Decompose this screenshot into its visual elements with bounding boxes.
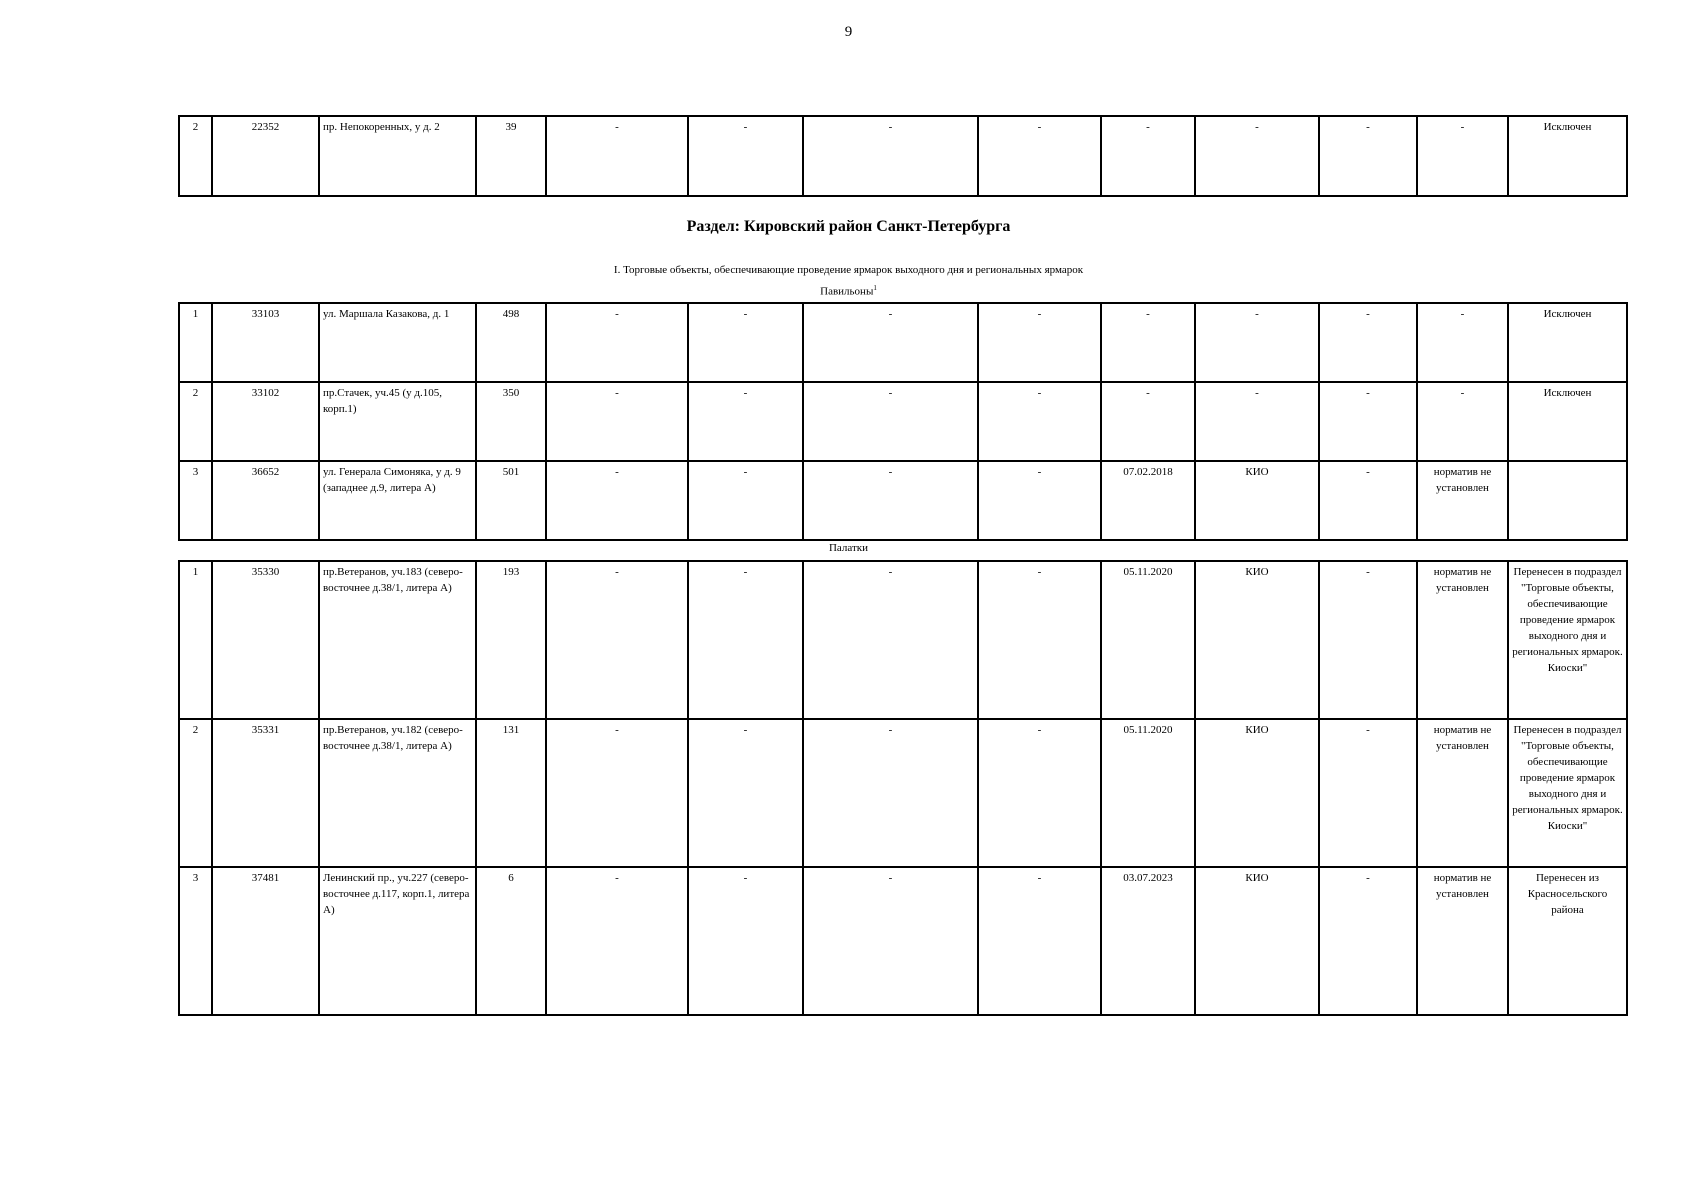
cell-date: -	[1101, 116, 1195, 196]
cell-col-8: -	[978, 382, 1101, 461]
table-row	[179, 382, 1627, 461]
cell-address: ул. Маршала Казакова, д. 1	[319, 303, 476, 382]
cell-address: пр.Ветеранов, уч.182 (северо-восточнее д.38/1, литера А)	[319, 719, 476, 867]
cell-note: Исключен	[1508, 382, 1627, 461]
cell-row-number: 3	[179, 461, 212, 540]
cell-normative: норматив не установлен	[1417, 867, 1508, 1015]
cell-address: пр.Стачек, уч.45 (у д.105, корп.1)	[319, 382, 476, 461]
cell-date: 05.11.2020	[1101, 719, 1195, 867]
cell-col-11: -	[1319, 116, 1417, 196]
cell-note: Исключен	[1508, 303, 1627, 382]
cell-row-number: 1	[179, 561, 212, 719]
cell-organization: КИО	[1195, 867, 1319, 1015]
section-title: Раздел: Кировский район Санкт-Петербурга	[686, 218, 1011, 235]
cell-normative: -	[1417, 303, 1508, 382]
cell-date: -	[1101, 303, 1195, 382]
top-table	[178, 115, 1628, 197]
group-label-tents: Палатки	[828, 542, 869, 554]
cell-col-11: -	[1319, 561, 1417, 719]
cell-date: 03.07.2023	[1101, 867, 1195, 1015]
footnote-marker: 1	[873, 284, 877, 292]
table-row	[179, 867, 1627, 1015]
pavilions-table	[178, 302, 1628, 541]
cell-object-id: 35330	[212, 561, 319, 719]
cell-date: 05.11.2020	[1101, 561, 1195, 719]
table-row	[179, 719, 1627, 867]
cell-object-id: 35331	[212, 719, 319, 867]
cell-col-6: -	[688, 382, 803, 461]
cell-area: 6	[476, 867, 546, 1015]
cell-organization: -	[1195, 303, 1319, 382]
cell-area: 39	[476, 116, 546, 196]
cell-col-5: -	[546, 561, 688, 719]
cell-area: 193	[476, 561, 546, 719]
cell-col-8: -	[978, 867, 1101, 1015]
cell-note: Исключен	[1508, 116, 1627, 196]
cell-col-7: -	[803, 303, 978, 382]
cell-note	[1508, 461, 1627, 540]
cell-normative: норматив не установлен	[1417, 561, 1508, 719]
cell-object-id: 36652	[212, 461, 319, 540]
cell-col-8: -	[978, 461, 1101, 540]
cell-col-7: -	[803, 719, 978, 867]
cell-organization: -	[1195, 382, 1319, 461]
cell-col-8: -	[978, 303, 1101, 382]
cell-col-8: -	[978, 116, 1101, 196]
cell-col-6: -	[688, 719, 803, 867]
cell-normative: норматив не установлен	[1417, 719, 1508, 867]
cell-col-6: -	[688, 561, 803, 719]
cell-note: Перенесен в подраздел "Торговые объекты, обеспечивающие проведение ярмарок выходного дня и региональных ярмарок. Киоски"	[1508, 561, 1627, 719]
cell-address: Ленинский пр., уч.227 (северо-восточнее д.117, корп.1, литера А)	[319, 867, 476, 1015]
cell-col-6: -	[688, 461, 803, 540]
table-row	[179, 116, 1627, 196]
cell-row-number: 2	[179, 382, 212, 461]
cell-col-5: -	[546, 867, 688, 1015]
cell-col-11: -	[1319, 719, 1417, 867]
cell-col-11: -	[1319, 867, 1417, 1015]
cell-organization: -	[1195, 116, 1319, 196]
table-row	[179, 303, 1627, 382]
cell-row-number: 2	[179, 719, 212, 867]
cell-note: Перенесен из Красносельского района	[1508, 867, 1627, 1015]
cell-col-7: -	[803, 116, 978, 196]
cell-col-8: -	[978, 719, 1101, 867]
cell-note: Перенесен в подраздел "Торговые объекты, обеспечивающие проведение ярмарок выходного дня и региональных ярмарок. Киоски"	[1508, 719, 1627, 867]
cell-date: -	[1101, 382, 1195, 461]
cell-address: ул. Генерала Симоняка, у д. 9 (западнее д.9, литера А)	[319, 461, 476, 540]
cell-normative: -	[1417, 116, 1508, 196]
cell-object-id: 37481	[212, 867, 319, 1015]
cell-organization: КИО	[1195, 561, 1319, 719]
cell-object-id: 33103	[212, 303, 319, 382]
cell-col-7: -	[803, 561, 978, 719]
cell-object-id: 33102	[212, 382, 319, 461]
cell-col-5: -	[546, 719, 688, 867]
cell-normative: норматив не установлен	[1417, 461, 1508, 540]
cell-row-number: 1	[179, 303, 212, 382]
cell-row-number: 2	[179, 116, 212, 196]
page-number: 9	[844, 24, 853, 40]
cell-col-7: -	[803, 867, 978, 1015]
cell-object-id: 22352	[212, 116, 319, 196]
table-row	[179, 461, 1627, 540]
cell-col-8: -	[978, 561, 1101, 719]
cell-col-6: -	[688, 303, 803, 382]
subsection-title: I. Торговые объекты, обеспечивающие проведение ярмарок выходного дня и региональных ярмарок	[613, 264, 1084, 276]
cell-area: 501	[476, 461, 546, 540]
cell-col-7: -	[803, 382, 978, 461]
cell-area: 131	[476, 719, 546, 867]
cell-area: 350	[476, 382, 546, 461]
cell-organization: КИО	[1195, 719, 1319, 867]
table-row	[179, 561, 1627, 719]
tents-table	[178, 560, 1628, 1016]
cell-address: пр. Непокоренных, у д. 2	[319, 116, 476, 196]
cell-col-5: -	[546, 116, 688, 196]
group-label-pavilions	[0, 284, 1697, 298]
cell-organization: КИО	[1195, 461, 1319, 540]
cell-row-number: 3	[179, 867, 212, 1015]
cell-area: 498	[476, 303, 546, 382]
cell-col-5: -	[546, 303, 688, 382]
cell-col-5: -	[546, 382, 688, 461]
cell-address: пр.Ветеранов, уч.183 (северо-восточнее д.38/1, литера А)	[319, 561, 476, 719]
group-label-text: Павильоны	[820, 285, 874, 298]
cell-col-11: -	[1319, 382, 1417, 461]
cell-normative: -	[1417, 382, 1508, 461]
cell-col-7: -	[803, 461, 978, 540]
cell-col-11: -	[1319, 461, 1417, 540]
cell-col-6: -	[688, 867, 803, 1015]
cell-date: 07.02.2018	[1101, 461, 1195, 540]
cell-col-5: -	[546, 461, 688, 540]
cell-col-11: -	[1319, 303, 1417, 382]
cell-col-6: -	[688, 116, 803, 196]
